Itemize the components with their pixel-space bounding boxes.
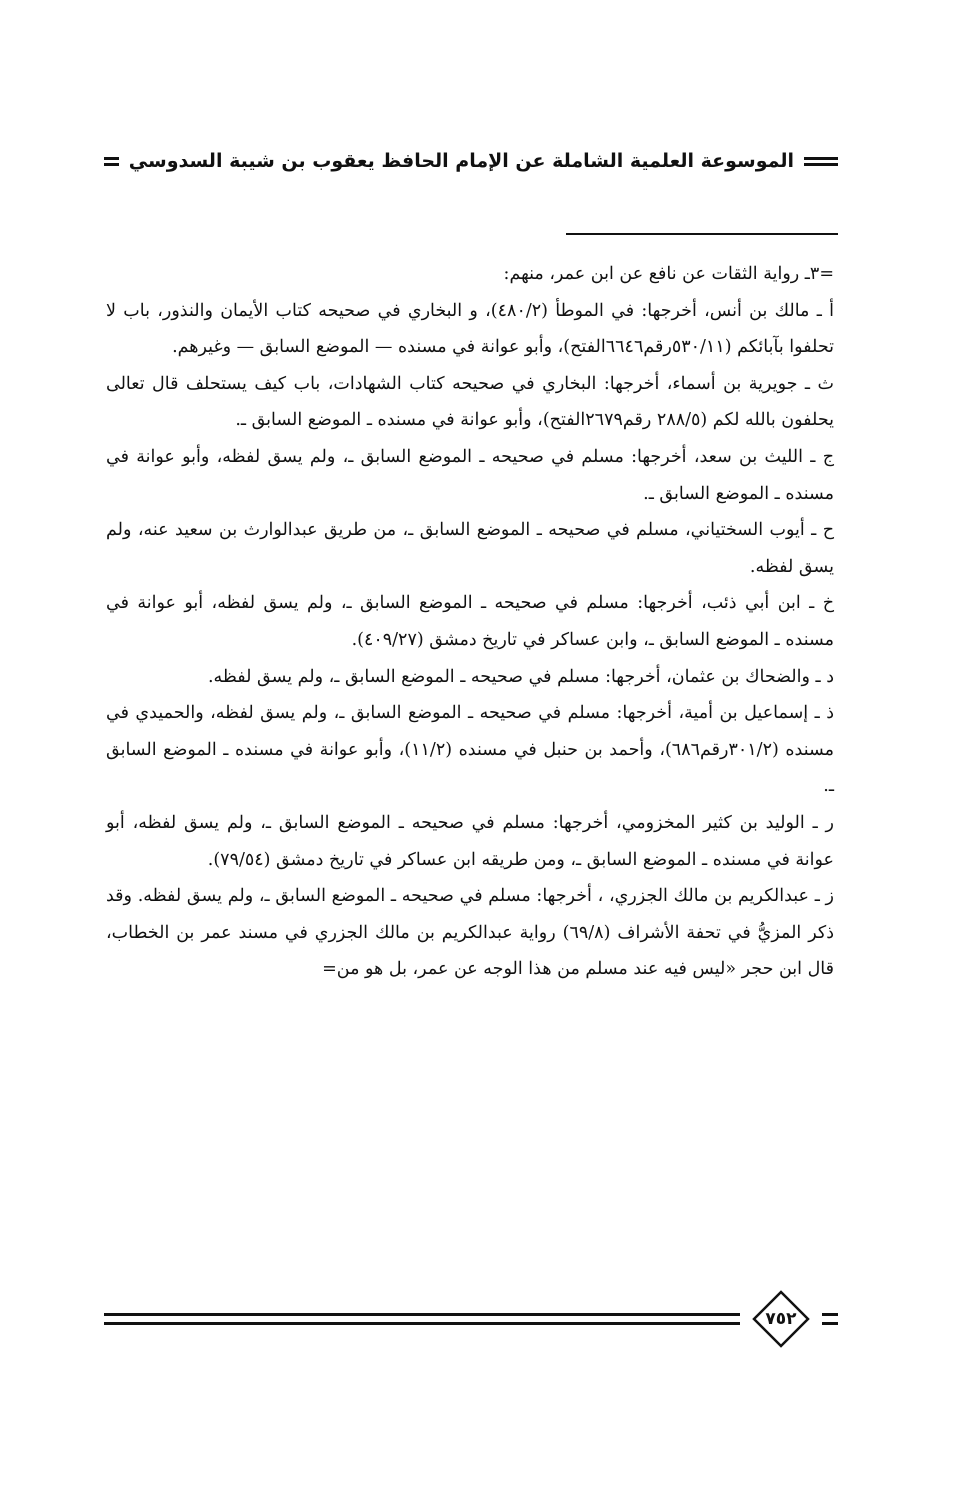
footnote-paragraph: ج ـ الليث بن سعد، أخرجها: مسلم في صحيحه ـ الموضع السابق ـ، ولم يسق لفظه، وأبو عوانة في مسنده ـ الموضع السابق ـ.: [106, 446, 834, 504]
running-header: [104, 143, 838, 179]
footnote-paragraph: د ـ والضحاك بن عثمان، أخرجها: مسلم في صحيحه ـ الموضع السابق ـ، ولم يسق لفظه.: [207, 666, 834, 687]
footnote-paragraph: ر ـ الوليد بن كثير المخزومي، أخرجها: مسلم في صحيحه ـ الموضع السابق ـ، ولم يسق لفظه، أبو عوانة في مسنده ـ الموضع السابق ـ، ومن طريقه ابن عساكر في تاريخ دمشق (٧٩/٥٤).: [106, 812, 834, 870]
page-footer: [104, 1288, 838, 1352]
footnotes-block: [106, 256, 834, 988]
footnote-paragraph: ذ ـ إسماعيل بن أمية، أخرجها: مسلم في صحيحه ـ الموضع السابق ـ، ولم يسق لفظه، والحميدي في مسنده (٣٠١/٢رقم٦٨٦)، وأحمد بن حنبل في مسنده (١١/٢)، وأبو عوانة في مسنده ـ الموضع السابق ـ.: [106, 703, 834, 797]
footnote-paragraph: ح ـ أيوب السختياني، مسلم في صحيحه ـ الموضع السابق ـ، من طريق عبدالوارث بن سعيد عنه، ولم يسق لفظه.: [106, 520, 834, 577]
header-rule-left: [104, 157, 119, 166]
footnote-paragraph: ز ـ عبدالكريم بن مالك الجزري، ، أخرجها: مسلم في صحيحه ـ الموضع السابق ـ، ولم يسق لفظه. وقد ذكر المزيُّ في تحفة الأشراف (٦٩/٨) رواية عبدالكريم بن مالك الجزري في مسند عمر بن الخطاب، قال ابن حجر «ليس فيه عند مسلم من هذا الوجه عن عمر، بل هو من=: [106, 886, 834, 980]
footnote-paragraph: ث ـ جويرية بن أسماء، أخرجها: البخاري في صحيحه كتاب الشهادات، باب كيف يستحلف قال تعالى يحلفون بالله لكم (٢٨٨/٥ رقم٢٦٧٩الفتح)، وأبو عوانة في مسنده ـ الموضع السابق ـ.: [106, 373, 834, 431]
page-number: ٧٥٢: [765, 1309, 797, 1329]
footnote-paragraph: خ ـ ابن أبي ذئب، أخرجها: مسلم في صحيحه ـ الموضع السابق ـ، ولم يسق لفظه، أبو عوانة في مسنده ـ الموضع السابق ـ، وابن عساكر في تاريخ دمشق (٤٠٩/٢٧).: [106, 593, 834, 650]
header-rule-right: [804, 157, 838, 166]
footer-rule-left: [104, 1313, 740, 1325]
header-title: الموسوعة العلمية الشاملة عن الإمام الحافظ يعقوب بن شيبة السدوسي: [128, 150, 794, 172]
footnote-separator: [566, 233, 838, 235]
footnote-paragraph: أ ـ مالك بن أنس، أخرجها: في الموطأ (٤٨٠/٢)، و البخاري في صحيحه كتاب الأيمان والنذور، باب لا تحلفوا بآبائكم (٥٣٠/١١رقم٦٦٤٦الفتح)، وأبو عوانة في مسنده — الموضع السابق — وغيرهم.: [106, 300, 834, 358]
page-number-badge: [752, 1290, 810, 1348]
footer-rule-right: [822, 1313, 838, 1325]
footnote-paragraph: =٣ـ رواية الثقات عن نافع عن ابن عمر، منهم:: [503, 264, 834, 284]
